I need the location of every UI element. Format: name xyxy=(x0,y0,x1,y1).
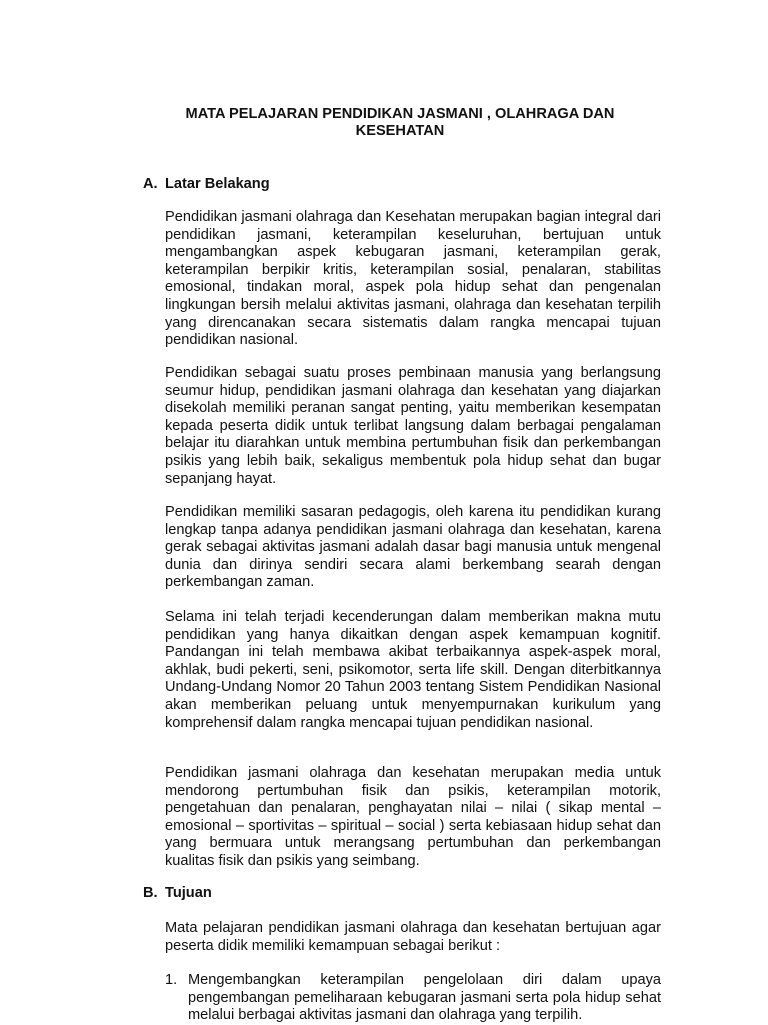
list-text: Mengembangkan keterampilan pengelolaan diri dalam upaya pengembangan pemeliharaan kebugaran jasmani serta pola hidup sehat melalui berbagai aktivitas jasmani dan olahraga yang terpilih. xyxy=(188,972,661,1024)
paragraph: Pendidikan sebagai suatu proses pembinaan manusia yang berlangsung seumur hidup, pendidikan jasmani olahraga dan kesehatan yang diajarkan disekolah memiliki peranan sangat penting, yaitu memberikan kesempatan kepada peserta didik untuk terlibat langsung dalam berbagai pengalaman belajar itu diarahkan untuk membina pertumbuhan fisik dan perkembangan psikis yang lebih baik, sekaligus membentuk pola hidup sehat dan bugar sepanjang hayat. xyxy=(165,365,661,487)
section-title: Latar Belakang xyxy=(165,176,270,192)
section-heading-tujuan xyxy=(143,885,212,902)
paragraph: Pendidikan jasmani olahraga dan kesehatan merupakan media untuk mendorong pertumbuhan fisik dan psikis, keterampilan motorik, pengetahuan dan penalaran, penghayatan nilai – nilai ( sikap mental – emosional – sportivitas – spiritual – social ) serta kebiasaan hidup sehat dan yang bermuara untuk merangsang pertumbuhan dan perkembangan kualitas fisik dan psikis yang seimbang. xyxy=(165,765,661,869)
paragraph: Selama ini telah terjadi kecenderungan dalam memberikan makna mutu pendidikan yang hanya dikaitkan dengan aspek kemampuan kognitif. Pandangan ini telah membawa akibat terbaikannya aspek-aspek moral, akhlak, budi pekerti, seni, psikomotor, serta life skill. Dengan diterbitkannya Undang-Undang Nomor 20 Tahun 2003 tentang Sistem Pendidikan Nasional akan memberikan peluang untuk menyempurnakan kurikulum yang komprehensif dalam rangka mencapai tujuan pendidikan nasional. xyxy=(165,609,661,731)
list-item xyxy=(165,972,661,1025)
paragraph: Pendidikan jasmani olahraga dan Kesehatan merupakan bagian integral dari pendidikan jasmani, keterampilan keseluruhan, bertujuan untuk mengambangkan aspek kebugaran jasmani, keterampilan gerak, keterampilan berpikir kritis, keterampilan sosial, penalaran, stabilitas emosional, tindakan moral, aspek pola hidup sehat dan pengenalan lingkungan bersih melalui aktivitas jasmani, olahraga dan kesehatan terpilih yang direncanakan secara sistematis dalam rangka mencapai tujuan pendidikan nasional. xyxy=(165,209,661,349)
section-letter: A. xyxy=(143,176,158,192)
section-title: Tujuan xyxy=(165,885,212,901)
paragraph: Pendidikan memiliki sasaran pedagogis, oleh karena itu pendidikan kurang lengkap tanpa adanya pendidikan jasmani olahraga dan kesehatan, karena gerak sebagai aktivitas jasmani adalah dasar bagi manusia untuk mengenal dunia dan dirinya sendiri secara alami berkembang searah dengan perkembangan zaman. xyxy=(165,504,661,591)
list-number: 1. xyxy=(165,972,178,988)
section-heading-latar-belakang xyxy=(143,176,270,193)
paragraph: Mata pelajaran pendidikan jasmani olahraga dan kesehatan bertujuan agar peserta didik memiliki kemampuan sebagai berikut : xyxy=(165,920,661,954)
section-letter: B. xyxy=(143,885,158,901)
document-title: MATA PELAJARAN PENDIDIKAN JASMANI , OLAHRAGA DAN KESEHATAN xyxy=(185,106,615,139)
